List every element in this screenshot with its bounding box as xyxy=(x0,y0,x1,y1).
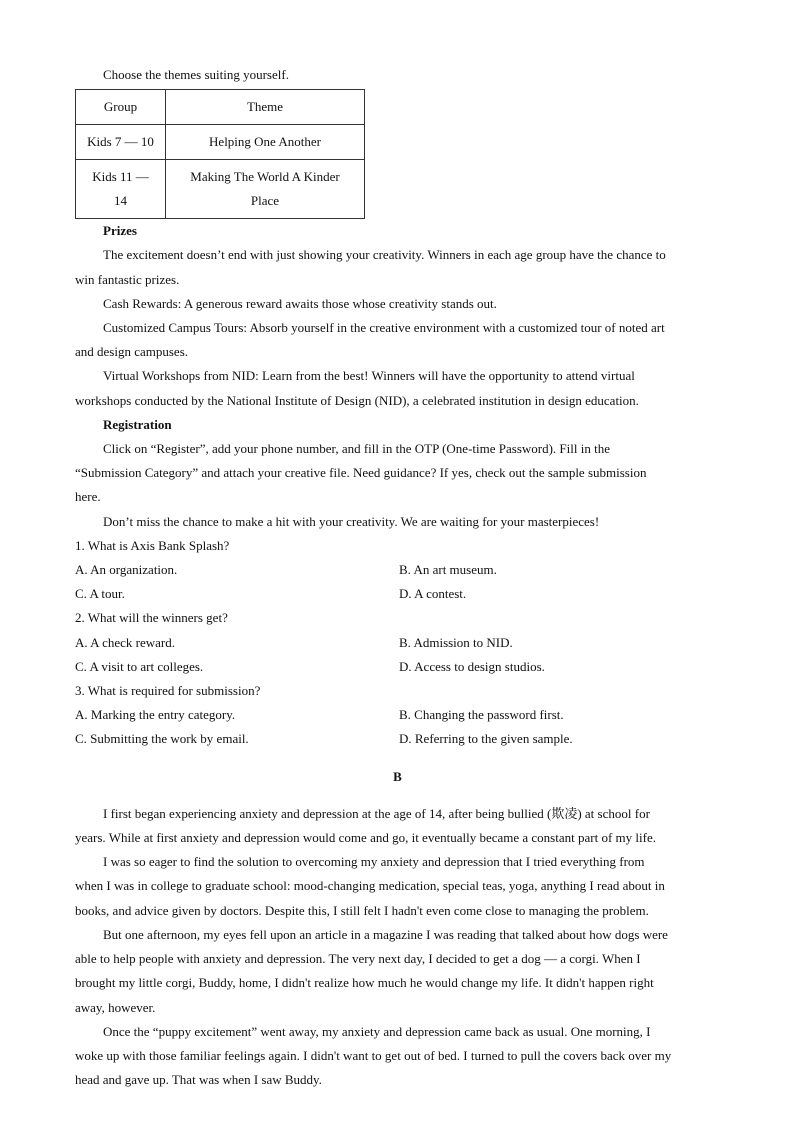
option-c: C. Submitting the work by email. xyxy=(75,731,249,747)
prizes-workshops-line: Virtual Workshops from NID: Learn from the best! Winners will have the opportunity to attend virtual xyxy=(103,368,635,384)
question-3: 3. What is required for submission? xyxy=(75,683,261,699)
cell-group-line: 14 xyxy=(114,193,127,209)
registration-paragraph-line: Click on “Register”, add your phone number, and fill in the OTP (One-time Password). Fill in the xyxy=(103,441,610,457)
cell-group xyxy=(76,160,166,219)
story-paragraph-line: brought my little corgi, Buddy, home, I didn't realize how much he would change my life. It didn't happen right xyxy=(75,975,654,991)
table-row xyxy=(76,160,365,219)
story-paragraph-line: years. While at first anxiety and depression would come and go, it eventually became a constant part of my life. xyxy=(75,830,656,846)
prizes-workshops-line: workshops conducted by the National Institute of Design (NID), a celebrated institution in design education. xyxy=(75,392,639,408)
prizes-heading: Prizes xyxy=(103,223,137,239)
options-row xyxy=(75,703,720,727)
options-row xyxy=(75,558,720,582)
cell-group-line: Kids 11 — xyxy=(92,169,149,185)
options-row xyxy=(75,582,720,606)
option-b: B. Admission to NID. xyxy=(399,634,513,650)
story-paragraph-line: I first began experiencing anxiety and depression at the age of 14, after being bullied (欺凌) at school for xyxy=(103,805,650,821)
question-2: 2. What will the winners get? xyxy=(75,610,228,626)
table-header-row xyxy=(76,90,365,125)
header-group: Group xyxy=(76,90,166,125)
option-d: D. A contest. xyxy=(399,586,467,602)
option-d: D. Access to design studios. xyxy=(399,658,545,674)
prizes-cash-rewards: Cash Rewards: A generous reward awaits those whose creativity stands out. xyxy=(103,295,497,311)
option-a: A. A check reward. xyxy=(75,634,175,650)
story-paragraph-line: I was so eager to find the solution to overcoming my anxiety and depression that I tried everything from xyxy=(103,854,645,870)
question-1: 1. What is Axis Bank Splash? xyxy=(75,537,230,553)
themes-table xyxy=(75,89,365,219)
story-paragraph-line: Once the “puppy excitement” went away, my anxiety and depression came back as usual. One morning, I xyxy=(103,1023,651,1039)
header-theme: Theme xyxy=(166,90,365,125)
story-paragraph-line: when I was in college to graduate school: mood-changing medication, special teas, yoga, anything I read about in xyxy=(75,878,665,894)
option-a: A. Marking the entry category. xyxy=(75,707,236,723)
prizes-paragraph-line: win fantastic prizes. xyxy=(75,271,180,287)
registration-heading: Registration xyxy=(103,416,172,432)
registration-closing: Don’t miss the chance to make a hit with your creativity. We are waiting for your masterpieces! xyxy=(103,513,600,529)
option-d: D. Referring to the given sample. xyxy=(399,731,573,747)
table-row xyxy=(76,125,365,160)
story-paragraph-line: able to help people with anxiety and depression. The very next day, I decided to get a dog — a corgi. When I xyxy=(75,951,641,967)
story-paragraph-line: But one afternoon, my eyes fell upon an article in a magazine I was reading that talked about how dogs were xyxy=(103,926,668,942)
options-row xyxy=(75,727,720,751)
story-paragraph-line: books, and advice given by doctors. Despite this, I still felt I hadn't even come close to managing the problem. xyxy=(75,902,649,918)
prizes-campus-tours-line: and design campuses. xyxy=(75,344,189,360)
option-a: A. An organization. xyxy=(75,562,178,578)
story-paragraph-line: head and gave up. That was when I saw Buddy. xyxy=(75,1072,322,1088)
registration-paragraph-line: “Submission Category” and attach your creative file. Need guidance? If yes, check out the sample submission xyxy=(75,465,647,481)
cell-theme-line: Place xyxy=(250,193,280,209)
cell-theme: Helping One Another xyxy=(166,125,365,160)
cell-theme-line: Making The World A Kinder xyxy=(190,169,340,185)
story-paragraph-line: away, however. xyxy=(75,999,156,1015)
registration-paragraph-line: here. xyxy=(75,489,101,505)
section-b-heading: B xyxy=(393,768,402,784)
story-paragraph-line: woke up with those familiar feelings again. I didn't want to get out of bed. I turned to pull the covers back over my xyxy=(75,1047,672,1063)
options-row xyxy=(75,631,720,655)
prizes-campus-tours-line: Customized Campus Tours: Absorb yourself in the creative environment with a customized tour of noted art xyxy=(103,320,665,336)
option-c: C. A tour. xyxy=(75,586,125,602)
document-page xyxy=(75,63,720,1092)
options-row xyxy=(75,655,720,679)
cell-theme xyxy=(166,160,365,219)
option-c: C. A visit to art colleges. xyxy=(75,658,204,674)
intro-text: Choose the themes suiting yourself. xyxy=(103,67,289,82)
option-b: B. An art museum. xyxy=(399,562,497,578)
cell-group: Kids 7 — 10 xyxy=(76,125,166,160)
option-b: B. Changing the password first. xyxy=(399,707,564,723)
prizes-paragraph-line: The excitement doesn’t end with just showing your creativity. Winners in each age group have the chance to xyxy=(103,247,666,263)
